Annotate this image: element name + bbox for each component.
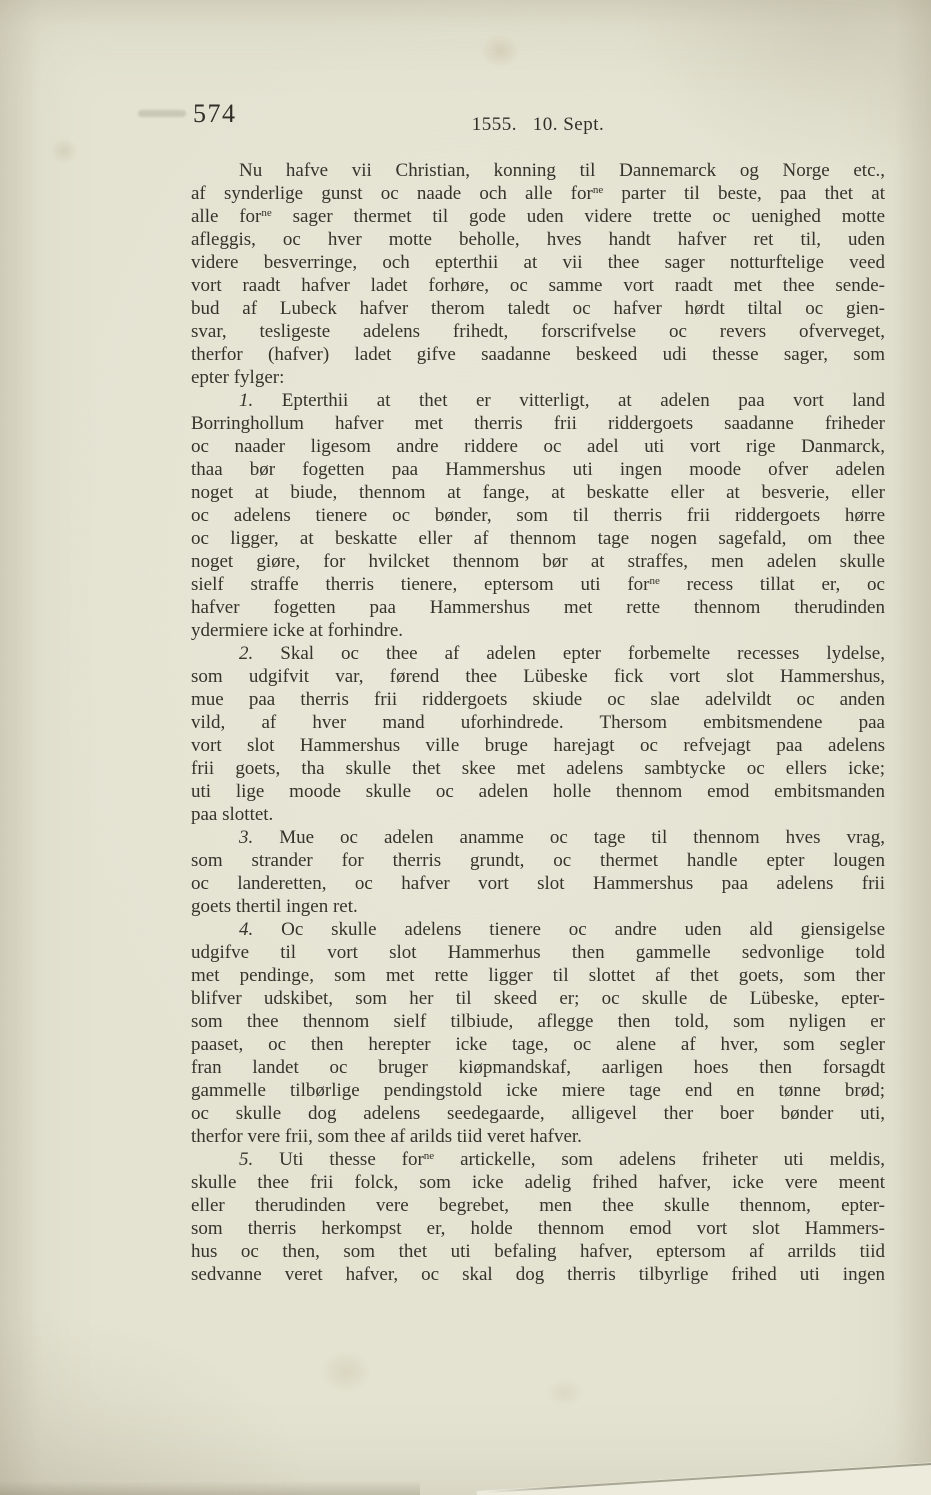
text-line: hus oc then, som thet uti befaling hafver, eptersom af arrilds tiid — [191, 1241, 885, 1262]
text-line: noget at biude, thennom at fange, at beskatte eller at besverie, eller — [191, 482, 885, 503]
text-line: 2. Skal oc thee af adelen epter forbemelte recesses lydelse, — [239, 643, 885, 664]
text-line: sedvanne veret hafver, oc skal dog therris tilbyrlige frihed uti ingen — [191, 1264, 885, 1285]
text-line: ydermiere icke at forhindre. — [191, 620, 404, 641]
running-head-date: 1555. 10. Sept. — [471, 114, 605, 135]
text-line: Borringhollum hafver met therris frii riddergoets saadanne friheder — [191, 413, 885, 434]
text-line: videre besverringe, och epterthii at vii thee sager notturftelige veed — [191, 252, 885, 273]
text-line: paaset, oc then herepter icke tage, oc alene af hver, som segler — [191, 1034, 885, 1055]
text-line: noget giøre, for hvilcket thennom bør at straffes, men adelen skulle — [191, 551, 885, 572]
text-line: eller therudinden vere begrebet, men thee skulle thennom, epter- — [191, 1195, 885, 1216]
text-line: vort raadt hafver ladet forhøre, oc samme vort raadt met thee sende- — [191, 275, 885, 296]
text-line: goets thertil ingen ret. — [191, 896, 358, 917]
paragraph — [191, 389, 885, 642]
text-line: Nu hafve vii Christian, konning til Dannemarck og Norge etc., — [239, 160, 885, 181]
text-line: epter fylger: — [191, 367, 285, 388]
paper-stain — [320, 1350, 372, 1394]
text-line: blifver udskibet, som her til skeed er; oc skulle de Lübeske, epter- — [191, 988, 885, 1009]
ink-smear — [138, 110, 186, 117]
text-line: som udgifvit var, førend thee Lübeske fick vort slot Hammershus, — [191, 666, 885, 687]
text-line: met pendinge, som met rette ligger til slottet af thet goets, som ther — [191, 965, 885, 986]
text-line: mue paa therris frii riddergoets skiude oc slae adelvildt oc anden — [191, 689, 885, 710]
text-line: som strander for therris grundt, oc thermet handle epter lougen — [191, 850, 885, 871]
text-line: bud af Lubeck hafver therom taledt oc hafver hørdt tiltal oc gien- — [191, 298, 885, 319]
text-line: vort slot Hammershus ville bruge harejagt oc refvejagt paa adelens — [191, 735, 885, 756]
text-line: sielf straffe therris tienere, eptersom uti for$^{ne}$ recess tillat er, oc — [191, 574, 885, 595]
paragraph — [191, 1148, 885, 1286]
text-line: af synderlige gunst oc naade och alle for$^{ne}$ parter til beste, paa thet at — [191, 183, 885, 204]
text-line: som therris herkompst er, holde thennom emod vort slot Hammers- — [191, 1218, 885, 1239]
text-line: 3. Mue oc adelen anamme oc tage til thennom hves vrag, — [239, 827, 885, 848]
paper-stain — [480, 34, 520, 68]
text-line: therfor vere frii, som thee af arilds tiid veret hafver. — [191, 1126, 582, 1147]
text-line: frii goets, tha skulle thet skee met adelens sambtycke oc ellers icke; — [191, 758, 885, 779]
bottom-edge-shadow — [0, 1481, 420, 1495]
text-line: oc adelens tienere oc bønder, som til therris frii riddergoets hørre — [191, 505, 885, 526]
paragraph — [191, 918, 885, 1148]
text-line: alle for$^{ne}$ sager thermet til gode uden videre trette oc uenighed motte — [191, 206, 886, 227]
page-number: 574 — [193, 99, 237, 128]
paragraph — [191, 826, 885, 918]
text-line: thaa bør fogetten paa Hammershus uti ingen moode ofver adelen — [191, 459, 885, 480]
paragraph — [191, 159, 885, 389]
text-line: hafver fogetten paa Hammershus met rette thennom therudinden — [191, 597, 885, 618]
text-line: oc ligger, at beskatte eller af thennom tage nogen sagefald, om thee — [191, 528, 885, 549]
text-line: oc naader ligesom andre riddere oc adel uti vort rige Danmarck, — [191, 436, 885, 457]
text-line: som thee thennom sielf tilbiude, aflegge then told, som nyligen er — [191, 1011, 885, 1032]
text-line: gammelle tilbørlige pendingstold icke miere tage end en tønne brød; — [191, 1080, 885, 1101]
text-line: 4. Oc skulle adelens tienere oc andre uden ald giensigelse — [239, 919, 885, 940]
text-line: udgifve til vort slot Hammerhus then gammelle sedvonlige told — [191, 942, 885, 963]
text-line: fran landet oc bruger kiøpmandskaf, aarligen hoes then forsagdt — [191, 1057, 885, 1078]
text-line: 5. Uti thesse for$^{ne}$ artickelle, som adelens friheter uti meldis, — [239, 1149, 885, 1170]
document-body — [191, 159, 885, 1286]
paper-stain — [50, 138, 78, 164]
text-line: skulle thee frii folck, som icke adelig frihed hafver, icke vere meent — [191, 1172, 885, 1193]
paper-stain — [545, 1378, 585, 1408]
text-line: svar, tesligeste adelens frihedt, forscrifvelse oc revers ofverveget, — [191, 321, 885, 342]
text-line: oc skulle dog adelens seedegaarde, alligevel ther boer bønder uti, — [191, 1103, 885, 1124]
text-line: vild, af hver mand uforhindrede. Thersom embitsmendene paa — [191, 712, 885, 733]
text-line: uti lige moode skulle oc adelen holle thennom emod embitsmanden — [191, 781, 885, 802]
text-line: therfor (hafver) ladet gifve saadanne beskeed udi thesse sager, som — [191, 344, 885, 365]
text-line: 1. Epterthii at thet er vitterligt, at adelen paa vort land — [239, 390, 885, 411]
text-line: paa slottet. — [191, 804, 274, 825]
paragraph — [191, 642, 885, 826]
text-line: oc landeretten, oc hafver vort slot Hammershus paa adelens frii — [191, 873, 885, 894]
text-line: afleggis, oc hver motte beholle, hves handt hafver ret til, uden — [191, 229, 885, 250]
